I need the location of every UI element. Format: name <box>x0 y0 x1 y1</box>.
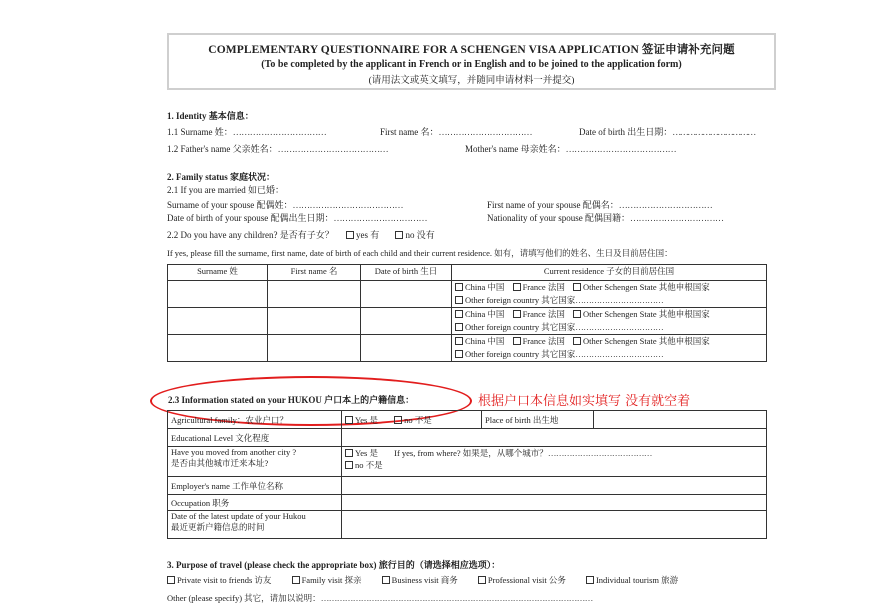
occupation-label: Occupation 职务 <box>168 495 342 511</box>
other-schengen-checkbox[interactable] <box>573 337 581 345</box>
agri-no-label: no 不是 <box>404 414 432 425</box>
moved-yes-checkbox[interactable] <box>345 449 353 457</box>
other-foreign-checkbox[interactable] <box>455 350 463 358</box>
children-no-option[interactable] <box>395 230 434 240</box>
agri-label: Agricultural family：农业户口？ <box>168 411 342 429</box>
children-note: If yes, please fill the surname, first name, date of birth of each child and their current residence. 如有，请填写他们的姓名、生日及目前居住国： <box>167 248 673 258</box>
france-label: France 法国 <box>522 309 565 319</box>
moved-where-dots: ………………………………… <box>547 448 652 458</box>
hukou-table <box>167 410 767 539</box>
child-residence-cell <box>452 335 767 362</box>
spouse-first-name-field[interactable] <box>487 198 712 211</box>
children-no-checkbox[interactable] <box>395 231 403 239</box>
china-label: China 中国 <box>465 309 505 319</box>
hukou-row-edu <box>168 429 767 447</box>
other-schengen-checkbox[interactable] <box>573 283 581 291</box>
purpose-label: Individual tourism 旅游 <box>595 575 679 585</box>
child-first-name-cell[interactable] <box>268 281 361 308</box>
moved-label-cn: 是否由其他城市迁来本址? <box>171 458 269 468</box>
france-label: France 法国 <box>522 336 565 346</box>
employer-label: Employer's name 工作单位名称 <box>168 477 342 495</box>
father-dots: ………………………………… <box>277 144 389 154</box>
occupation-value[interactable] <box>342 495 767 511</box>
header-box <box>167 33 776 90</box>
purpose-label: Family visit 探亲 <box>301 575 362 585</box>
first-name-label: First name 名： <box>380 127 439 137</box>
spouse-nationality-label: Nationality of your spouse 配偶国籍： <box>487 213 630 223</box>
document-subtitle-cn: (请用法文或英文填写，并随同申请材料一并提交) <box>368 76 575 86</box>
child-residence-cell <box>452 308 767 335</box>
purpose-options <box>167 574 678 586</box>
other-foreign-checkbox[interactable] <box>455 296 463 304</box>
family-heading: 2. Family status 家庭状况： <box>167 172 276 182</box>
agri-yes-checkbox[interactable] <box>345 416 353 424</box>
purpose-option[interactable] <box>586 575 678 585</box>
first-name-field[interactable] <box>380 125 532 138</box>
update-label-cn: 最近更新户籍信息的时间 <box>171 522 265 532</box>
moved-no-checkbox[interactable] <box>345 461 353 469</box>
father-name-label: 1.2 Father's name 父亲姓名： <box>167 144 278 154</box>
purpose-checkbox[interactable] <box>167 576 175 584</box>
dob-field[interactable] <box>579 125 755 138</box>
france-checkbox[interactable] <box>513 337 521 345</box>
france-checkbox[interactable] <box>513 310 521 318</box>
update-label-cell <box>168 511 342 539</box>
children-table-header <box>168 265 767 281</box>
children-yes-option[interactable] <box>346 230 379 240</box>
dob-label: Date of birth 出生日期： <box>579 127 673 137</box>
col-residence: Current residence 子女的目前居住国 <box>452 265 767 281</box>
purpose-heading: 3. Purpose of travel (please check the appropriate box) 旅行目的（请选择相应选项）： <box>167 560 501 570</box>
other-foreign-label: Other foreign country 其它国家 <box>465 349 576 359</box>
identity-heading: 1. Identity 基本信息： <box>167 111 254 121</box>
spouse-dob-label: Date of birth of your spouse 配偶出生日期： <box>167 213 334 223</box>
moved-label-cell <box>168 447 342 477</box>
other-foreign-dots: …………………………… <box>575 295 664 305</box>
document-subtitle: (To be completed by the applicant in French or in English and to be joined to the application form) <box>261 59 682 70</box>
spouse-dob-field[interactable] <box>167 211 427 224</box>
child-dob-cell[interactable] <box>361 335 452 362</box>
purpose-other-field[interactable] <box>167 592 593 604</box>
purpose-checkbox[interactable] <box>586 576 594 584</box>
child-surname-cell[interactable] <box>168 308 268 335</box>
other-schengen-checkbox[interactable] <box>573 310 581 318</box>
purpose-checkbox[interactable] <box>292 576 300 584</box>
hukou-row-occupation <box>168 495 767 511</box>
hukou-heading: 2.3 Information stated on your HUKOU 户口本上的户籍信息： <box>168 395 415 405</box>
child-surname-cell[interactable] <box>168 281 268 308</box>
document-title: COMPLEMENTARY QUESTIONNAIRE FOR A SCHENGEN VISA APPLICATION 签证申请补充问题 <box>208 44 735 56</box>
purpose-other-label: Other (please specify) 其它，请加以说明： <box>167 593 321 603</box>
france-label: France 法国 <box>522 282 565 292</box>
col-surname: Surname 姓 <box>168 265 268 281</box>
child-row <box>168 308 767 335</box>
purpose-other-dots: …………………………………………… <box>456 593 593 603</box>
col-first-name: First name 名 <box>268 265 361 281</box>
child-dob-cell[interactable] <box>361 281 452 308</box>
children-yes-label: yes 有 <box>355 230 380 240</box>
other-schengen-label: Other Schengen State 其他申根国家 <box>582 282 710 292</box>
dob-dots: …………………………… <box>672 127 755 137</box>
spouse-nat-dots: …………………………… <box>630 213 724 223</box>
agri-yes-label: Yes 是 <box>355 414 378 425</box>
other-foreign-label: Other foreign country 其它国家 <box>465 295 576 305</box>
purpose-option[interactable] <box>478 575 566 585</box>
moved-label-en: Have you moved from another city ? <box>171 447 297 457</box>
children-yes-checkbox[interactable] <box>346 231 354 239</box>
handwritten-note: 根据户口本信息如实填写 没有就空着 <box>478 394 691 409</box>
hukou-row-moved <box>168 447 767 477</box>
children-no-label: no 没有 <box>405 230 435 240</box>
spouse-surname-label: Surname of your spouse 配偶姓： <box>167 200 293 210</box>
surname-label: 1.1 Surname 姓： <box>167 127 233 137</box>
purpose-label: Professional visit 公务 <box>487 575 566 585</box>
col-dob: Date of birth 生日 <box>361 265 452 281</box>
purpose-option[interactable] <box>382 575 458 585</box>
agri-options-cell <box>342 411 482 429</box>
place-birth-value[interactable] <box>594 411 767 429</box>
child-row <box>168 335 767 362</box>
purpose-checkbox[interactable] <box>382 576 390 584</box>
child-residence-cell <box>452 281 767 308</box>
hukou-row-update <box>168 511 767 539</box>
purpose-label: Business visit 商务 <box>391 575 458 585</box>
children-question-label: 2.2 Do you have any children? 是否有子女？ <box>167 230 334 240</box>
moved-yes-label: Yes 是 <box>355 448 378 458</box>
china-checkbox[interactable] <box>455 337 463 345</box>
children-table <box>167 264 767 362</box>
child-first-name-cell[interactable] <box>268 308 361 335</box>
purpose-option[interactable] <box>292 575 362 585</box>
moved-where-label: If yes, from where? 如果是，从哪个城市？ <box>394 448 548 458</box>
other-foreign-checkbox[interactable] <box>455 323 463 331</box>
purpose-label: Private visit to friends 访友 <box>177 575 272 585</box>
first-name-dots: …………………………… <box>438 127 532 137</box>
child-first-name-cell[interactable] <box>268 335 361 362</box>
other-foreign-dots: …………………………… <box>575 349 664 359</box>
hukou-row-agri <box>168 411 767 429</box>
child-surname-cell[interactable] <box>168 335 268 362</box>
moved-no-label: no 不是 <box>355 460 383 470</box>
update-value[interactable] <box>342 511 767 539</box>
child-dob-cell[interactable] <box>361 308 452 335</box>
father-name-field[interactable] <box>167 142 388 155</box>
moved-options-cell <box>342 447 767 477</box>
spouse-first-name-label: First name of your spouse 配偶名： <box>487 200 619 210</box>
china-label: China 中国 <box>465 282 505 292</box>
children-question <box>167 228 435 241</box>
france-checkbox[interactable] <box>513 283 521 291</box>
china-checkbox[interactable] <box>455 310 463 318</box>
edu-label: Educational Level 文化程度 <box>168 429 342 447</box>
other-foreign-dots: …………………………… <box>575 322 664 332</box>
spouse-surname-dots: ………………………………… <box>292 200 403 210</box>
spouse-nationality-field[interactable] <box>487 211 724 224</box>
mother-dots: ………………………………… <box>565 144 677 154</box>
purpose-other-dots: …………………………………………… <box>320 593 457 603</box>
china-checkbox[interactable] <box>455 283 463 291</box>
edu-value[interactable] <box>342 429 767 447</box>
employer-value[interactable] <box>342 477 767 495</box>
agri-no-checkbox[interactable] <box>394 416 402 424</box>
spouse-dob-dots: …………………………… <box>333 213 427 223</box>
surname-field[interactable] <box>167 125 326 138</box>
spouse-first-dots: …………………………… <box>618 200 713 210</box>
purpose-option[interactable] <box>167 575 271 585</box>
place-birth-label: Place of birth 出生地 <box>482 411 594 429</box>
surname-dots: …………………………… <box>232 127 327 137</box>
china-label: China 中国 <box>465 336 505 346</box>
other-foreign-label: Other foreign country 其它国家 <box>465 322 576 332</box>
mother-name-field[interactable] <box>465 142 676 155</box>
child-row <box>168 281 767 308</box>
other-schengen-label: Other Schengen State 其他申根国家 <box>582 309 710 319</box>
other-schengen-label: Other Schengen State 其他申根国家 <box>582 336 710 346</box>
mother-name-label: Mother's name 母亲姓名： <box>465 144 566 154</box>
if-married-label: 2.1 If you are married 如已婚： <box>167 185 284 195</box>
update-label-en: Date of the latest update of your Hukou <box>171 511 306 521</box>
hukou-row-employer <box>168 477 767 495</box>
purpose-checkbox[interactable] <box>478 576 486 584</box>
spouse-surname-field[interactable] <box>167 198 403 211</box>
